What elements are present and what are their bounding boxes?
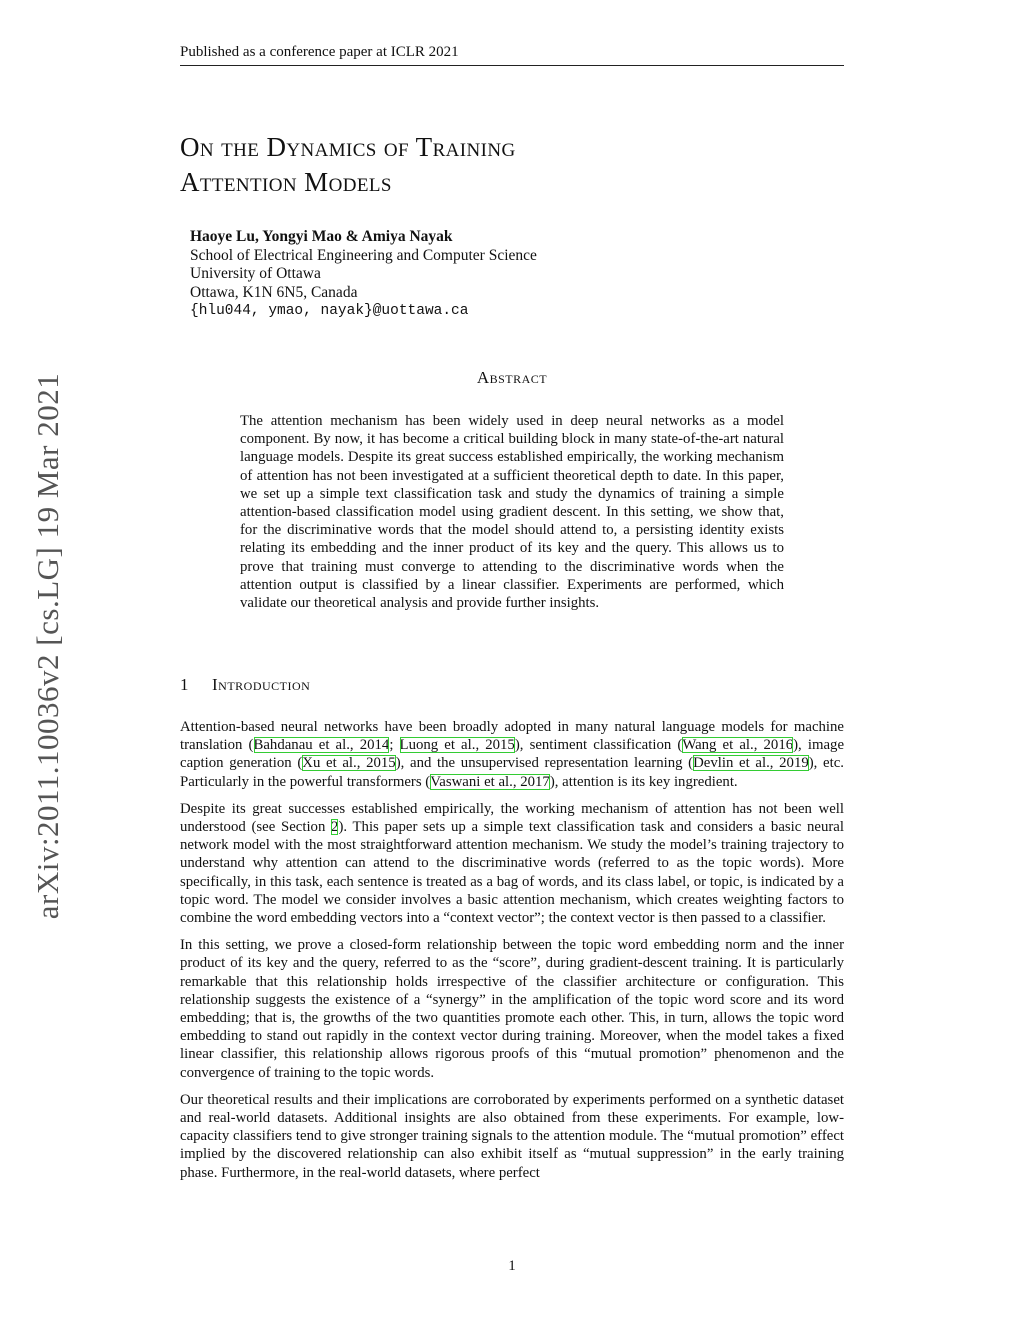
abstract-text: The attention mechanism has been widely used in deep neural networks as a model component. By now, it has become a critical building block in many state-of-the-art natural language models. Despite its great success established empirically, the working mechanism of attention has not been investigated at a sufficient theoretical depth to date. In this paper, we set up a simple text classification task and study the dynamics of training a simple attention-based classification model using gradient descent. In this setting, we show that, for the discriminative words that the model should attend to, a persisting identity exists relating its embedding and the inner product of its key and the query. This allows us to prove that training must converge to attending to the discriminative words when the attention output is classified by a linear classifier. Experiments are performed, which validate our theoretical analysis and provide further insights. xyxy=(240,413,784,612)
running-head: Published as a conference paper at ICLR 2021 xyxy=(180,44,844,66)
page-number: 1 xyxy=(508,1258,516,1274)
paper-title xyxy=(180,130,516,200)
section-heading xyxy=(180,675,310,695)
paragraph-text: ), sentiment classification ( xyxy=(514,737,683,754)
paragraph-text: ), attention is its key ingredient. xyxy=(549,773,738,790)
body-column xyxy=(180,718,844,1191)
author-address: Ottawa, K1N 6N5, Canada xyxy=(190,283,358,301)
citation-link[interactable]: Vaswani et al., 2017 xyxy=(430,773,550,790)
author-university: University of Ottawa xyxy=(190,265,321,283)
author-names: Haoye Lu, Yongyi Mao & Amiya Nayak xyxy=(190,228,453,245)
citation-link[interactable]: Wang et al., 2016 xyxy=(682,737,794,754)
paragraph-text: ). This paper sets up a simple text classification task and considers a basic neural network model with the most straightforward attention mechanism. We study the model’s training trajectory to understand why attention can attend to the discriminative words (referred to as the topic words). More specifically, in this task, each sentence is treated as a bag of words, and its class label, or topic, is indicated by a topic word. The model we consider involves a basic attention mechanism, which creates weighting factors to combine the word embedding vectors into a “context vector”; the context vector is then passed to a classifier. xyxy=(180,819,844,927)
paragraph-text: ), etc. Particularly in the powerful transformers ( xyxy=(180,755,844,790)
citation-link[interactable]: Bahdanau et al., 2014 xyxy=(253,737,390,754)
intro-paragraph-4: Our theoretical results and their implications are corroborated by experiments performed on a synthetic dataset and real-world datasets. Additional insights are also obtained from these experiments. For example, low-capacity classifiers tend to give stronger training signals to the attention module. The “mutual promotion” effect implied by the discovered relationship can also exhibit itself as “mutual suppression” in the early training phase. Furthermore, in the real-world datasets, where perfect xyxy=(180,1091,844,1181)
section-number: 1 xyxy=(180,675,189,694)
intro-paragraph-3: In this setting, we prove a closed-form relationship between the topic word embedding norm and the inner product of its key and the query, referred to as the “score”, during gradient-descent training. It is particularly remarkable that this relationship holds irrespective of the classifier architecture or configuration. This relationship suggests the existence of a “synergy” in the amplification of the topic word score and its word embedding; that is, the growths of the two quantities promote each other. This, in turn, allows the topic word embedding to stand out rapidly in the context vector during training. Moreover, when the model takes a fixed linear classifier, this relationship allows rigorous proofs of this “mutual promotion” phenomenon and the convergence of training to the topic words. xyxy=(180,937,844,1081)
citation-link[interactable]: Luong et al., 2015 xyxy=(399,737,515,754)
paragraph-text: Despite its great successes established empirically, the working mechanism of attention has not been well understood (see Section xyxy=(180,800,844,836)
abstract-heading: Abstract xyxy=(476,368,548,387)
author-email: {hlu044, ymao, nayak}@uottawa.ca xyxy=(190,303,469,320)
paragraph-text: ), and the unsupervised representation learning ( xyxy=(395,755,694,772)
section-title: Introduction xyxy=(212,675,311,694)
author-block xyxy=(190,228,537,321)
intro-paragraph-1 xyxy=(180,718,844,791)
arxiv-stamp: arXiv:2011.10036v2 [cs.LG] 19 Mar 2021 xyxy=(30,372,65,920)
title-line-1: On the Dynamics of Training xyxy=(180,132,516,162)
author-department: School of Electrical Engineering and Computer Science xyxy=(190,246,537,264)
section-reference-link[interactable]: 2 xyxy=(331,819,339,836)
citation-link[interactable]: Devlin et al., 2019 xyxy=(693,755,809,772)
paragraph-text: Attention-based neural networks have been broadly adopted in many natural language models for machine translation ( xyxy=(180,719,844,754)
paragraph-text: ), image caption generation ( xyxy=(180,737,845,772)
citation-link[interactable]: Xu et al., 2015 xyxy=(302,755,396,772)
title-line-2: Attention Models xyxy=(180,167,392,197)
intro-paragraph-2 xyxy=(180,800,844,927)
paragraph-text: ; xyxy=(389,737,400,754)
